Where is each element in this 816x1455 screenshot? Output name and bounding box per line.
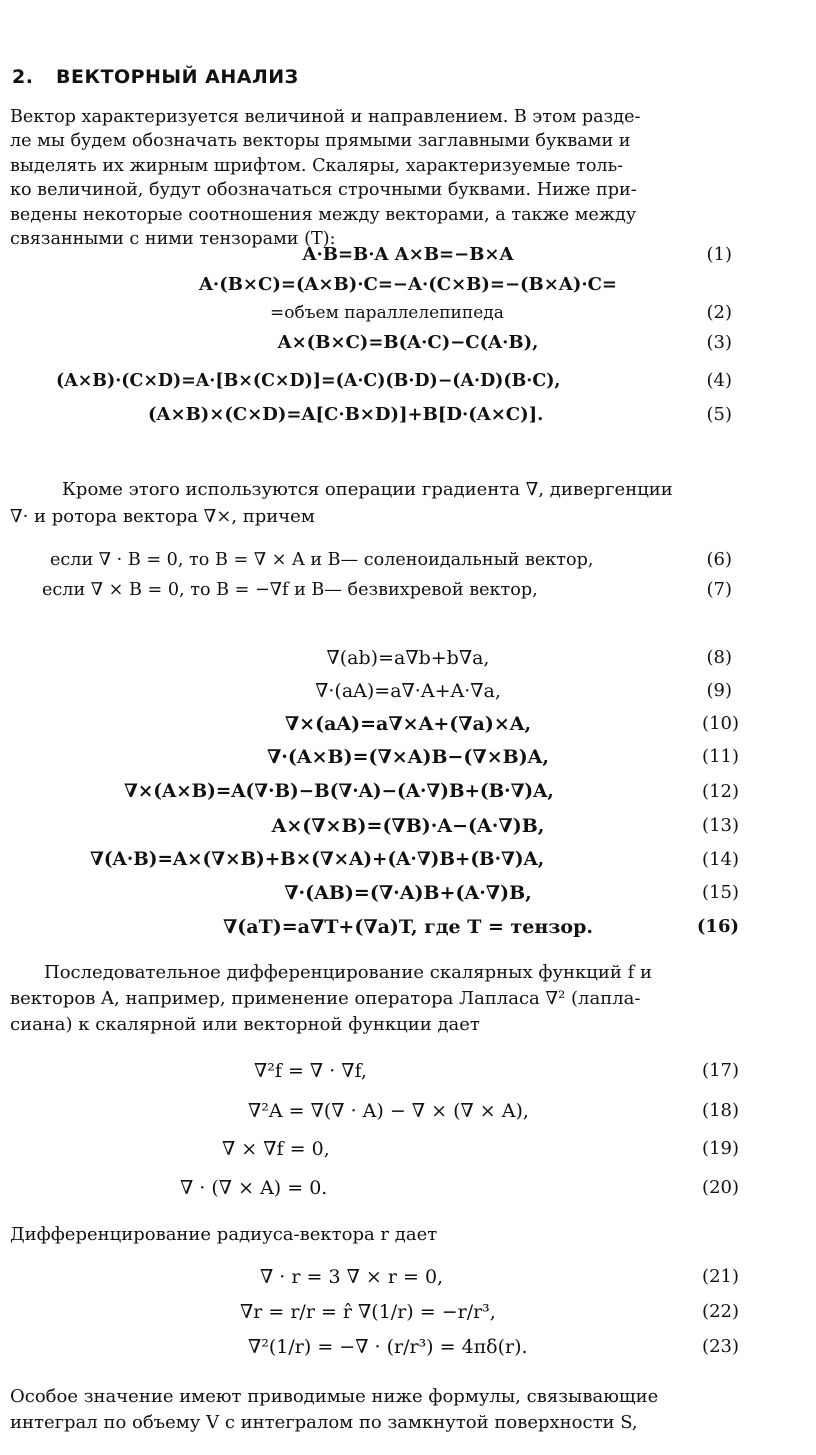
equation-number: (5): [706, 404, 732, 425]
equation-21: [0, 1262, 816, 1292]
equation-body: ∇×(aA)=a∇×A+(∇a)×A,: [284, 713, 532, 735]
equation-number: (18): [702, 1100, 739, 1121]
laplacian-paragraph: [10, 960, 732, 1038]
equation-number: (23): [702, 1336, 739, 1357]
equation-body: A·B=B·A A×B=−B×A: [302, 244, 514, 265]
equation-3: [0, 328, 816, 358]
equation-number: (8): [706, 647, 732, 668]
equation-number: (13): [702, 815, 739, 836]
paragraph-line: ле мы будем обозначать векторы прямыми заглавными буквами и: [10, 131, 631, 152]
paragraph-line: Дифференцирование радиуса-вектора r дает: [10, 1224, 438, 1245]
equation-2a: [0, 270, 816, 300]
equation-13: [0, 811, 816, 841]
equation-body: ∇(A·B)=A×(∇×B)+B×(∇×A)+(A·∇)B+(B·∇)A,: [90, 849, 545, 870]
equation-16: [0, 912, 816, 942]
paragraph-line: Особое значение имеют приводимые ниже формулы, связывающие: [10, 1386, 659, 1407]
equation-body: если ∇ × B = 0, то B = −∇f и B— безвихревой вектор,: [42, 580, 538, 600]
equation-7: [0, 575, 816, 605]
radius-vector-paragraph: [10, 1222, 732, 1248]
equation-number: (7): [706, 579, 732, 600]
equation-body: ∇·(A×B)=(∇×A)B−(∇×B)A,: [266, 746, 550, 768]
equation-6: [0, 545, 816, 575]
equation-23: [0, 1332, 816, 1362]
paragraph-line: ко величиной, будут обозначаться строчными буквами. Ниже при-: [10, 180, 637, 201]
equation-9: [0, 676, 816, 706]
equation-number: (4): [706, 370, 732, 391]
equation-body: ∇²A = ∇(∇ · A) − ∇ × (∇ × A),: [248, 1100, 529, 1122]
equation-4: [0, 366, 816, 396]
equation-19: [0, 1134, 816, 1164]
paragraph-line: Вектор характеризуется величиной и направлением. В этом разде-: [10, 107, 641, 127]
paragraph-line: Кроме этого используются операции градиента ∇, дивергенции: [62, 479, 673, 500]
equation-number: (2): [706, 302, 732, 323]
paragraph-line: Последовательное дифференцирование скалярных функций f и: [44, 962, 652, 983]
equation-body: ∇(ab)=a∇b+b∇a,: [326, 647, 490, 669]
equation-number: (20): [702, 1177, 739, 1198]
paragraph-line: ведены некоторые соотношения между векторами, а также между: [10, 204, 637, 225]
equation-body: A×(B×C)=B(A·C)−C(A·B),: [277, 332, 539, 353]
paragraph-line: выделять их жирным шрифтом. Скаляры, характеризуемые толь-: [10, 155, 624, 176]
equation-body: ∇·(aA)=a∇·A+A·∇a,: [315, 680, 501, 702]
equation-14: [0, 845, 816, 875]
equation-20: [0, 1173, 816, 1203]
equation-body: ∇ × ∇f = 0,: [222, 1138, 330, 1160]
equation-number: (19): [702, 1138, 739, 1159]
equation-number: (15): [702, 882, 739, 903]
equation-18: [0, 1096, 816, 1126]
equation-5: [0, 400, 816, 430]
equation-number: (11): [702, 746, 739, 767]
equation-10: [0, 709, 816, 739]
equation-body: =объем параллелепипеда: [270, 303, 504, 323]
paragraph-line: ∇· и ротора вектора ∇×, причем: [10, 506, 315, 527]
equation-number: (14): [702, 849, 739, 870]
equation-1: [0, 240, 816, 270]
equation-body: ∇·(AB)=(∇·A)B+(A·∇)B,: [284, 882, 532, 904]
integral-paragraph: [10, 1384, 732, 1436]
section-heading: [12, 66, 299, 88]
equation-2b: [0, 298, 816, 328]
paragraph-line: векторов A, например, применение оператора Лапласа ∇² (лапла-: [10, 988, 641, 1009]
equation-number: (12): [702, 781, 739, 802]
equation-12: [0, 777, 816, 807]
equation-8: [0, 643, 816, 673]
section-number: 2.: [12, 66, 34, 88]
equation-body: если ∇ · B = 0, то B = ∇ × A и B— соленоидальный вектор,: [50, 550, 594, 570]
equation-number: (9): [706, 680, 732, 701]
equation-body: ∇r = r/r = r̂ ∇(1/r) = −r/r³,: [240, 1301, 496, 1323]
equation-number: (6): [706, 549, 732, 570]
equation-number: (16): [696, 916, 739, 937]
equation-body: ∇²f = ∇ · ∇f,: [254, 1060, 367, 1082]
paragraph-line: интеграл по объему V с интегралом по замкнутой поверхности S,: [10, 1412, 638, 1433]
equation-22: [0, 1297, 816, 1327]
equation-body: (A×B)×(C×D)=A[C·B×D)]+B[D·(A×C)].: [148, 404, 544, 425]
equation-number: (21): [702, 1266, 739, 1287]
equation-11: [0, 742, 816, 772]
equation-number: (1): [706, 244, 732, 265]
equation-body: ∇ · (∇ × A) = 0.: [180, 1177, 328, 1199]
equation-number: (3): [706, 332, 732, 353]
equation-body: A·(B×C)=(A×B)·C=−A·(C×B)=−(B×A)·C=: [198, 274, 618, 295]
equation-body: (A×B)·(C×D)=A·[B×(C×D)]=(A·C)(B·D)−(A·D)(B·C),: [56, 371, 561, 391]
paragraph-line: связанными с ними тензорами (T):: [10, 229, 336, 250]
operators-paragraph: [10, 476, 732, 530]
equation-body: ∇²(1/r) = −∇ · (r/r³) = 4πδ(r).: [248, 1336, 528, 1358]
equation-number: (22): [702, 1301, 739, 1322]
equation-body: ∇(aT)=a∇T+(∇a)T, где T = тензор.: [223, 916, 593, 938]
equation-number: (17): [702, 1060, 739, 1081]
equation-body: ∇×(A×B)=A(∇·B)−B(∇·A)−(A·∇)B+(B·∇)A,: [124, 781, 554, 802]
equation-number: (10): [702, 713, 739, 734]
intro-paragraph: [10, 105, 732, 251]
equation-17: [0, 1056, 816, 1086]
equation-body: ∇ · r = 3 ∇ × r = 0,: [260, 1266, 444, 1288]
section-title: ВЕКТОРНЫЙ АНАЛИЗ: [56, 66, 299, 88]
paragraph-line: сиана) к скалярной или векторной функции дает: [10, 1014, 480, 1035]
equation-15: [0, 878, 816, 908]
equation-body: A×(∇×B)=(∇B)·A−(A·∇)B,: [271, 815, 545, 837]
